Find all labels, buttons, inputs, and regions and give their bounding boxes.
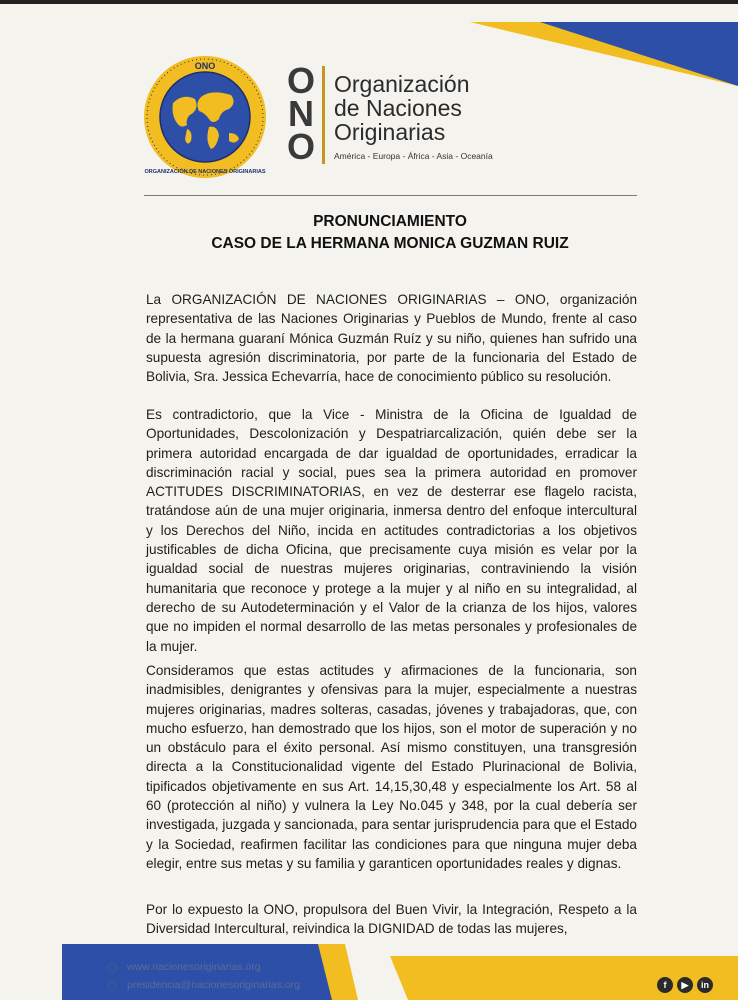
brand-name-line: Organización xyxy=(334,71,470,97)
corner-decoration xyxy=(470,22,738,88)
ono-letter: N xyxy=(288,93,314,134)
document-title: PRONUNCIAMIENTO xyxy=(313,213,467,230)
brand-tagline: América - Europa - África - Asia - Oceanía xyxy=(334,151,493,161)
ono-vertical-letters xyxy=(280,60,322,167)
website-link[interactable]: www.nacionesoriginarias.org xyxy=(127,961,261,973)
email-link[interactable]: presidencia@nacionesoriginarias.org xyxy=(127,979,300,991)
youtube-icon[interactable]: ▶ xyxy=(677,977,693,993)
social-links xyxy=(657,977,713,993)
body-paragraph: Es contradictorio, que la Vice - Ministra de la Oficina de Igualdad de Oportunidades, Descolonización y Despatriarcalización, quién debe ser la primera autoridad encargada de dar igualdad de oportunidades, erradicar la discriminación racial y social, pues sea la primera autoridad en promover ACTITUDES DISCRIMINATORIAS, en vez de desterrar ese flagelo racista, tratándose aún de una mujer originaria, inmersa dentro del enfoque intercultural y los Derechos del Niño, incida en actitudes contradictorias a los objetivos justificables de dicha Oficina, que precisamente cuya misión es velar por la igualdad social de nuestras mujeres originarias, contraviniendo la visión humanitaria que reconoce y protege a la mujer y al niño en su integralidad, al derecho de su Autodeterminación y el Valor de la crianza de los hijos, valores que no impiden el normal desarrollo de las metas personales y profesionales de la mujer. xyxy=(146,407,637,654)
header-rule xyxy=(144,195,637,196)
body-paragraph: Consideramos que estas actitudes y afirmaciones de la funcionaria, son inadmisibles, denigrantes y ofensivas para la mujer, especialmente a nuestras mujeres originarias, madres solteras, casadas, jóvenes y trabajadoras, que, con mucho esfuerzo, han demostrado que los hijos, son el motor de superación y no un obstáculo para el éxito personal. Así mismo constituyen, una transgresión directa a la Constitucionalidad vigente del Estado Plurinacional de Bolivia, tipificados objetivamente en sus Art. 14,15,30,48 y especialmente los Art. 58 al 60 (protección al niño) y vulnera la Ley No.045 y 348, por la cual debería ser investigada, juzgada y sancionada, para sentar jurisprudencia para que el Estado y la Sociedad, reafirmen facilitar las condiciones para que ninguna mujer deba elegir, entre sus metas y su familia y garanticen oportunidades reales y dignas. xyxy=(146,663,637,871)
logo-divider xyxy=(322,66,325,164)
footer-contacts xyxy=(108,958,300,994)
website-row xyxy=(108,958,300,976)
email-row xyxy=(108,976,300,994)
svg-text:ORGANIZACIÓN DE NACIONES ORIGI: ORGANIZACIÓN DE NACIONES ORIGINARIAS xyxy=(144,169,266,175)
linkedin-icon[interactable]: in xyxy=(697,977,713,993)
ono-seal-logo xyxy=(143,55,267,179)
brand-name-line: Originarias xyxy=(334,119,446,145)
ono-letter: O xyxy=(286,60,315,101)
body-paragraph: Por lo expuesto la ONO, propulsora del Buen Vivir, la Integración, Respeto a la Diversidad Intercultural, reivindica la DIGNIDAD de todas las mujeres, xyxy=(146,902,637,937)
scan-top-edge xyxy=(0,0,738,4)
brand-name-line: de Naciones xyxy=(334,95,462,121)
facebook-icon[interactable]: f xyxy=(657,977,673,993)
svg-text:ONO: ONO xyxy=(194,61,216,71)
mail-icon xyxy=(108,981,117,990)
document-subtitle: CASO DE LA HERMANA MONICA GUZMAN RUIZ xyxy=(211,235,569,252)
globe-icon xyxy=(108,963,117,972)
ono-letter: O xyxy=(286,126,315,167)
brand-name xyxy=(334,72,493,161)
body-paragraph: La ORGANIZACIÓN DE NACIONES ORIGINARIAS – ONO, organización representativa de las Naciones Originarias y Pueblos de Mundo, frente al caso de la hermana guaraní Mónica Guzmán Ruíz y su niño, quienes han sufrido una supuesta agresión discriminatoria, por parte de la funcionaria del Estado de Bolivia, Sra. Jessica Echevarría, hace de conocimiento público su resolución. xyxy=(146,292,637,385)
